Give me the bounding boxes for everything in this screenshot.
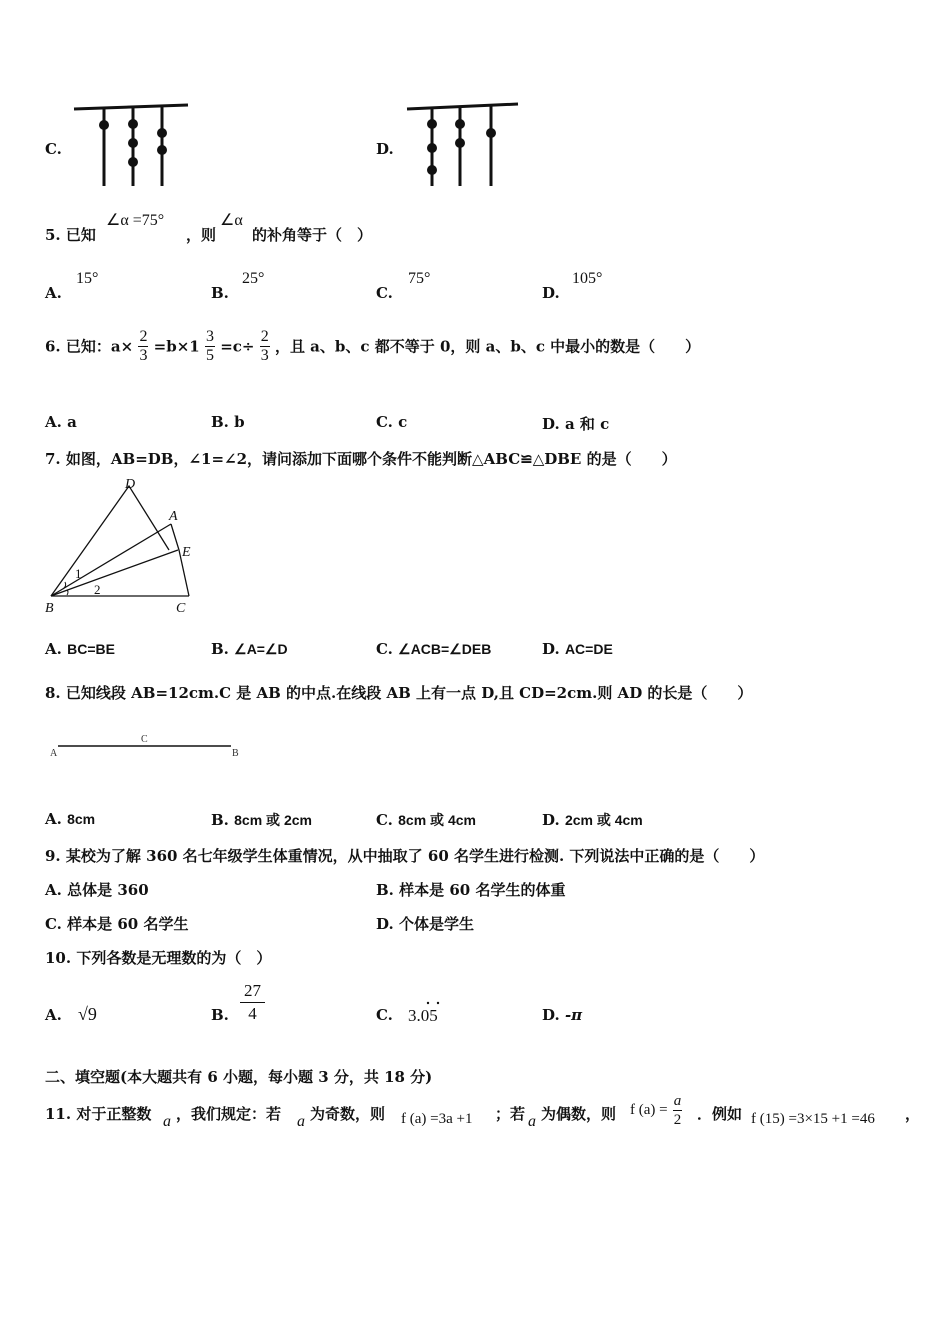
q11-text-a: 对于正整数: [76, 1105, 152, 1123]
q5-option-d-label: D.: [542, 284, 560, 302]
q8-option-b-label: B.: [211, 811, 229, 829]
q5-option-b-value: 25°: [242, 270, 265, 287]
q7-option-a-value: BC=BE: [67, 641, 115, 657]
q11-text-g: ，: [905, 1105, 921, 1123]
q6-option-b: [211, 413, 245, 431]
q8-option-d-value: 2cm 或 4cm: [564, 812, 643, 828]
q7-label-c: C: [176, 601, 186, 616]
q8-option-b: [211, 810, 312, 830]
q8-segment-figure: [45, 728, 245, 763]
q6-option-c: [376, 413, 407, 431]
q6-option-b-value: b: [234, 413, 245, 431]
q5-text-a: 已知: [65, 226, 96, 244]
q10-number: 10.: [45, 949, 72, 967]
q8-label-a: A: [50, 748, 58, 759]
abacus-figure-c: [70, 100, 195, 190]
q5-option-a-label: A.: [45, 284, 62, 302]
q11-text-e: 为偶数，则: [541, 1105, 617, 1123]
q8-number: 8.: [45, 684, 61, 702]
q6-option-a-value: a: [67, 413, 77, 431]
question-5: [45, 224, 96, 245]
q5-option-a-value: 15°: [76, 270, 99, 287]
q5-option-c-label: C.: [376, 284, 393, 302]
q11-math-example: f (15) =3×15 +1 =46: [751, 1111, 875, 1127]
q10-option-a-value: √9: [78, 1004, 97, 1024]
q9-option-b-value: 样本是 60 名学生的体重: [399, 881, 566, 899]
q8-text: 已知线段 AB=12cm.C 是 AB 的中点.在线段 AB 上有一点 D,且 CD=2cm.则 AD 的长是（ ）: [65, 684, 753, 702]
q10-option-c-value: 3.05: [408, 1006, 438, 1025]
q6-number: 6.: [45, 337, 61, 356]
q6-fraction-3-den: 3: [260, 347, 269, 364]
q5-math-angle: ∠α: [220, 212, 243, 229]
q7-option-b-label: B.: [211, 640, 229, 658]
q10-option-c-repeating-dots: [408, 1000, 448, 1008]
q11-text-b: ，我们规定：若: [176, 1105, 282, 1123]
q8-option-a-value: 8cm: [67, 811, 96, 827]
q8-option-c: [376, 810, 476, 830]
q9-number: 9.: [45, 847, 61, 865]
question-8: [45, 682, 752, 703]
q11-math-odd-rule: f (a) =3a +1: [401, 1111, 473, 1127]
q7-number: 7.: [45, 450, 61, 468]
q10-option-c-label: C.: [376, 1006, 393, 1024]
q8-option-c-label: C.: [376, 811, 393, 829]
q8-option-a: [45, 810, 95, 828]
q6-option-c-value: c: [398, 413, 408, 431]
q8-option-c-value: 8cm 或 4cm: [398, 812, 476, 828]
q11-text-f: ．例如: [697, 1105, 743, 1123]
q10-text: 下列各数是无理数的为（ ）: [76, 949, 272, 967]
q5-text-b: ，则: [186, 226, 217, 244]
q6-option-a: [45, 413, 77, 431]
q11-math-even-num: a: [673, 1093, 682, 1109]
q8-option-d-label: D.: [542, 811, 560, 829]
q6-text-c: =c÷: [220, 337, 255, 356]
q7-label-d: D: [125, 477, 136, 492]
q8-label-b: B: [232, 748, 239, 759]
q9-option-c-value: 样本是 60 名学生: [67, 915, 189, 933]
q7-option-c-value: ∠ACB=∠DEB: [398, 641, 492, 657]
q11-var-c: a: [528, 1113, 536, 1130]
q6-option-a-label: A.: [45, 413, 62, 431]
q6-fraction-1-den: 3: [139, 347, 148, 364]
q10-option-d-value: -π: [564, 1006, 583, 1024]
question-6: [45, 328, 700, 365]
q9-option-d-value: 个体是学生: [398, 915, 474, 933]
q6-fraction-3: [260, 328, 270, 365]
q8-option-b-value: 8cm 或 2cm: [234, 812, 312, 828]
q10-option-a-label: A.: [45, 1006, 62, 1024]
question-11: [45, 1103, 151, 1124]
question-7: [45, 448, 677, 469]
q11-math-even-left: f (a) =: [630, 1102, 668, 1118]
q9-option-d: [376, 913, 474, 934]
q11-number: 11.: [45, 1105, 72, 1123]
q7-option-d-label: D.: [542, 640, 560, 658]
abacus-figure-d: [403, 100, 528, 190]
q9-option-d-label: D.: [376, 915, 394, 933]
q7-option-d-value: AC=DE: [564, 641, 613, 657]
q6-fraction-1: [138, 328, 148, 365]
q6-text-d: ，且 a、b、c 都不等于 0，则 a、b、c 中最小的数是（ ）: [274, 337, 701, 356]
q10-option-b-fraction: [240, 980, 265, 1025]
q7-option-b-value: ∠A=∠D: [234, 641, 288, 657]
q11-text-d: ；若: [495, 1105, 526, 1123]
q5-option-b-label: B.: [211, 284, 229, 302]
abacus-option-c-label: C.: [45, 140, 62, 158]
q11-text-c: 为奇数，则: [310, 1105, 386, 1123]
q7-option-b: [211, 640, 288, 658]
q11-var-a: a: [163, 1113, 171, 1130]
q5-math-angle-value: ∠α =75°: [106, 212, 165, 229]
q7-label-e: E: [182, 545, 191, 560]
q7-label-b: B: [45, 601, 54, 616]
q7-option-a-label: A.: [45, 640, 62, 658]
q6-text-b: =b×1: [153, 337, 200, 356]
q6-fraction-1-num: 2: [139, 328, 148, 345]
q6-option-d-value: a 和 c: [564, 415, 610, 433]
q7-text: 如图，AB=DB，∠1=∠2，请问添加下面哪个条件不能判断△ABC≌△DBE 的是（ ）: [65, 450, 677, 468]
q5-number: 5.: [45, 226, 61, 244]
q9-text: 某校为了解 360 名七年级学生体重情况，从中抽取了 60 名学生进行检测. 下列说法中正确的是（ ）: [65, 847, 765, 865]
q5-text-c: 的补角等于（ ）: [252, 226, 373, 244]
q8-label-c: C: [141, 734, 148, 745]
q7-option-c: [376, 640, 491, 658]
q8-option-a-label: A.: [45, 810, 62, 828]
q7-label-angle-1: 1: [75, 566, 82, 581]
q9-option-b-label: B.: [376, 881, 394, 899]
q6-option-d: [542, 413, 609, 434]
q9-option-a-value: 总体是 360: [67, 881, 149, 899]
q9-option-b: [376, 879, 565, 900]
q10-option-b-den: 4: [248, 1004, 257, 1023]
q11-math-even-rule: [630, 1092, 682, 1129]
question-9: [45, 845, 764, 866]
q6-fraction-2-den: 5: [205, 347, 214, 364]
q7-option-c-label: C.: [376, 640, 393, 658]
q11-var-b: a: [297, 1113, 305, 1130]
q6-fraction-2: [205, 328, 215, 365]
q8-option-d: [542, 810, 643, 830]
q7-label-angle-2: 2: [94, 582, 101, 597]
q10-option-d-label: D.: [542, 1006, 560, 1024]
abacus-option-d-label: D.: [376, 140, 394, 158]
q9-option-c: [45, 913, 188, 934]
q5-option-c-value: 75°: [408, 270, 431, 287]
q10-option-b-label: B.: [211, 1006, 229, 1024]
q6-option-d-label: D.: [542, 415, 560, 433]
q9-option-c-label: C.: [45, 915, 62, 933]
q6-option-b-label: B.: [211, 413, 229, 431]
q7-label-a: A: [169, 509, 178, 524]
q6-fraction-3-num: 2: [260, 328, 269, 345]
q9-option-a: [45, 879, 149, 900]
q10-option-b-num: 27: [240, 980, 265, 1003]
q7-triangle-figure: [45, 474, 195, 619]
q6-text-a: 已知：a×: [65, 337, 134, 356]
q7-option-d: [542, 640, 613, 658]
q5-option-d-value: 105°: [572, 270, 603, 287]
q6-fraction-2-num: 3: [205, 328, 214, 345]
q6-option-c-label: C.: [376, 413, 393, 431]
q7-option-a: [45, 640, 115, 658]
section-2-title: 二、填空题(本大题共有 6 小题，每小题 3 分，共 18 分): [45, 1068, 433, 1086]
question-10: [45, 947, 271, 968]
q9-option-a-label: A.: [45, 881, 62, 899]
q10-option-d: [542, 1006, 582, 1024]
q11-math-even-den: 2: [673, 1112, 682, 1128]
